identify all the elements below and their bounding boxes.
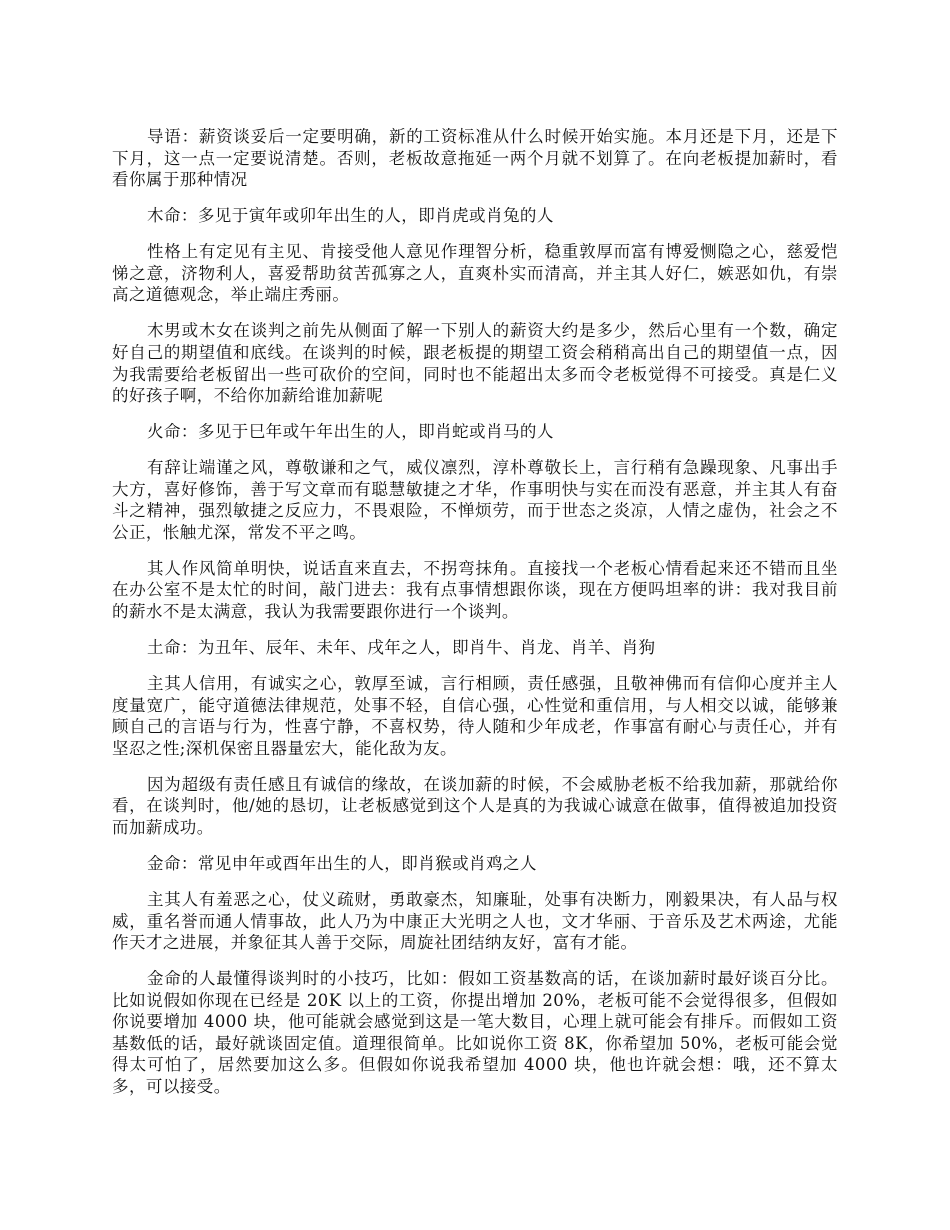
paragraph-metal-negotiation: 金命的人最懂得谈判时的小技巧，比如：假如工资基数高的话，在谈加薪时最好谈百分比。比如说假如你现在已经是 20K 以上的工资，你提出增加 20%，老板可能不会觉得很多，但假如你说要增加 4000 块，他可能就会感觉到这是一笔大数目，心理上就可能会有排斥。而假如工资基数低的话，最好就谈固定值。道理很简单。比如说你工资 8K，你希望加 50%，老板可能会觉得太可怕了，居然要加这么多。但假如你说我希望加 4000 块，他也许就会想：哦，还不算太多，可以接受。 [112, 969, 838, 1097]
paragraph-metal-heading: 金命：常见申年或酉年出生的人，即肖猴或肖鸡之人 [147, 853, 537, 873]
paragraph-wood-character: 性格上有定见有主见、肯接受他人意见作理智分析，稳重敦厚而富有博爱恻隐之心，慈爱恺悌之意，济物利人，喜爱帮助贫苦孤寡之人，直爽朴实而清高，并主其人好仁，嫉恶如仇，有崇高之道德观念，举止端庄秀丽。 [112, 242, 838, 305]
paragraph-earth-character: 主其人信用，有诚实之心，敦厚至诚，言行相顾，责任感强，且敬神佛而有信仰心度并主人度量宽广，能守道德法律规范，处事不轻，自信心强，心性觉和重信用，与人相交以诚，能够兼顾自己的言语与行为，性喜宁静，不喜权势，待人随和少年成老，作事富有耐心与责任心，并有坚忍之性;深机保密且器量宏大，能化敌为友。 [112, 674, 838, 758]
paragraph-metal-character: 主其人有羞恶之心，仗义疏财，勇敢豪杰，知廉耻，处事有决断力，刚毅果决，有人品与权威，重名誉而通人情事故，此人乃为中康正大光明之人也，文才华丽、于音乐及艺术两途，尤能作天才之进展，并象征其人善于交际，周旋社团结纳友好，富有才能。 [112, 889, 838, 953]
paragraph-fire-heading: 火命：多见于巳年或午年出生的人，即肖蛇或肖马的人 [147, 422, 554, 442]
paragraph-earth-negotiation: 因为超级有责任感且有诚信的缘故，在谈加薪的时候，不会威胁老板不给我加薪，那就给你看，在谈判时，他/她的恳切，让老板感觉到这个人是真的为我诚心诚意在做事，值得被追加投资而加薪成功。 [112, 774, 838, 837]
document-body [112, 126, 838, 1112]
paragraph-fire-negotiation: 其人作风简单明快，说话直来直去，不拐弯抹角。直接找一个老板心情看起来还不错而且坐在办公室不是太忙的时间，敲门进去：我有点事情想跟你谈，现在方便吗坦率的讲：我对我目前的薪水不是太满意，我认为我需要跟你进行一个谈判。 [112, 558, 838, 622]
paragraph-intro: 导语：薪资谈妥后一定要明确，新的工资标准从什么时候开始实施。本月还是下月，还是下下月，这一点一定要说清楚。否则，老板故意拖延一两个月就不划算了。在向老板提加薪时，看看你属于那种情况 [112, 127, 838, 190]
paragraph-earth-heading: 土命：为丑年、辰年、未年、戌年之人，即肖牛、肖龙、肖羊、肖狗 [147, 638, 656, 658]
paragraph-wood-heading: 木命：多见于寅年或卯年出生的人，即肖虎或肖兔的人 [147, 206, 554, 226]
paragraph-wood-negotiation: 木男或木女在谈判之前先从侧面了解一下别人的薪资大约是多少，然后心里有一个数，确定好自己的期望值和底线。在谈判的时候，跟老板提的期望工资会稍稍高出自己的期望值一点，因为我需要给老板留出一些可砍价的空间，同时也不能超出太多而令老板觉得不可接受。真是仁义的好孩子啊，不给你加薪给谁加薪呢 [112, 321, 838, 406]
paragraph-fire-character: 有辞让端谨之风，尊敬谦和之气，威仪凛烈，淳朴尊敬长上，言行稍有急躁现象、凡事出手大方，喜好修饰，善于写文章而有聪慧敏捷之才华，作事明快与实在而没有恶意，并主其人有奋斗之精神，强烈敏捷之反应力，不畏艰险，不惮烦劳，而于世态之炎凉，人情之虚伪，社会之不公正，怅触尤深，常发不平之鸣。 [112, 458, 838, 542]
